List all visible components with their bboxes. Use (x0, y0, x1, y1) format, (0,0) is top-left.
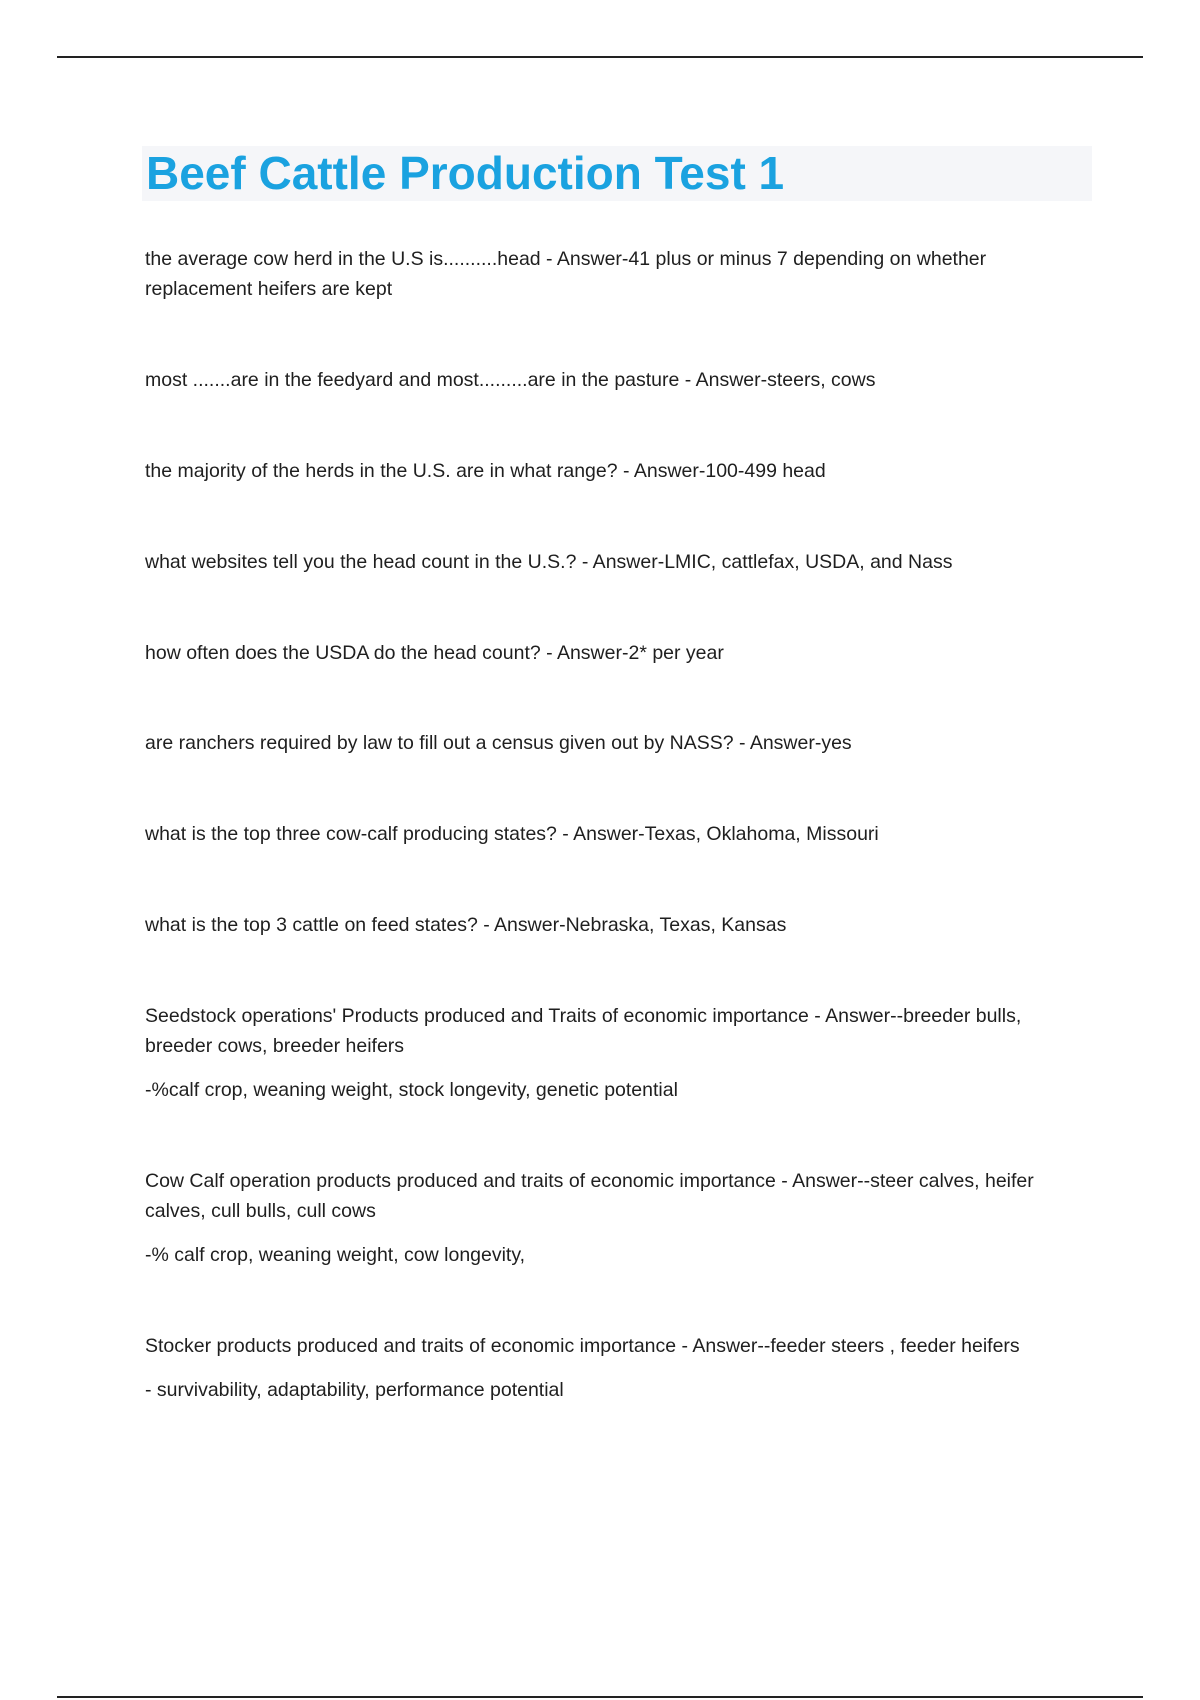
qa-item (145, 1001, 1085, 1105)
qa-item (145, 456, 826, 486)
qa-text: what is the top 3 cattle on feed states? - Answer-Nebraska, Texas, Kansas (145, 914, 787, 936)
qa-traits: -% calf crop, weaning weight, cow longevity, (145, 1244, 526, 1266)
qa-item (145, 365, 876, 395)
qa-text: the average cow herd in the U.S is..........head - Answer-41 plus or minus 7 depending on whether replacement heifers are kept (145, 248, 987, 300)
qa-item (145, 1166, 1085, 1270)
qa-item (145, 819, 879, 849)
document-title: Beef Cattle Production Test 1 (146, 147, 785, 199)
qa-text: Cow Calf operation products produced and traits of economic importance - Answer--steer calves, heifer calves, cull bulls, cull cows (145, 1170, 1034, 1222)
top-rule (57, 56, 1143, 58)
qa-text: most .......are in the feedyard and most.........are in the pasture - Answer-steers, cows (145, 369, 876, 391)
qa-traits: - survivability, adaptability, performance potential (145, 1379, 564, 1401)
qa-text: Stocker products produced and traits of economic importance - Answer--feeder steers , feeder heifers (145, 1335, 1020, 1357)
qa-traits: -%calf crop, weaning weight, stock longevity, genetic potential (145, 1079, 678, 1101)
qa-item (145, 638, 724, 668)
qa-item (145, 547, 952, 577)
qa-text: the majority of the herds in the U.S. are in what range? - Answer-100-499 head (145, 460, 826, 482)
qa-item (145, 728, 852, 758)
qa-text: how often does the USDA do the head count? - Answer-2* per year (145, 642, 724, 664)
qa-text: Seedstock operations' Products produced and Traits of economic importance - Answer--breeder bulls, breeder cows, breeder heifers (145, 1005, 1022, 1057)
qa-text: what is the top three cow-calf producing states? - Answer-Texas, Oklahoma, Missouri (145, 823, 879, 845)
qa-text: are ranchers required by law to fill out a census given out by NASS? - Answer-yes (145, 732, 852, 754)
qa-item (145, 1331, 1085, 1405)
qa-item (145, 910, 786, 940)
qa-text: what websites tell you the head count in the U.S.? - Answer-LMIC, cattlefax, USDA, and Nass (145, 551, 953, 573)
qa-item (145, 244, 1045, 304)
bottom-rule (57, 1696, 1143, 1698)
